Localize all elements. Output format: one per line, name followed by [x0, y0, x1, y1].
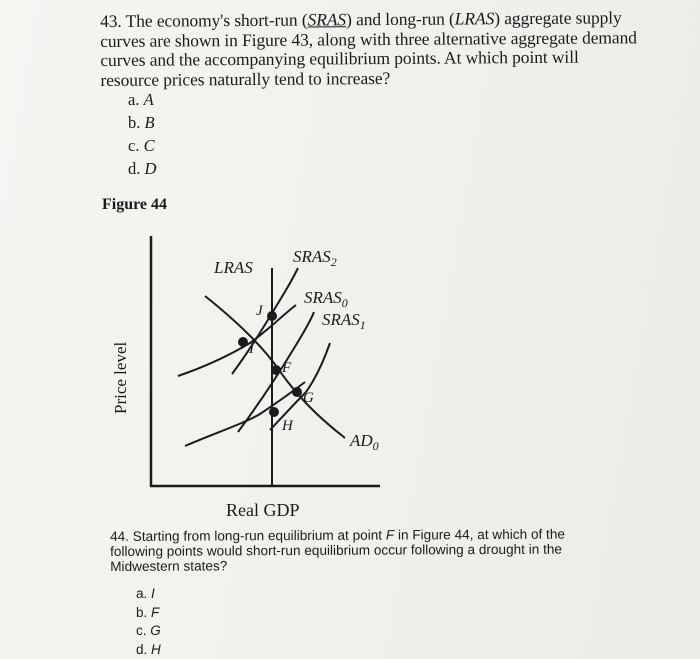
option-b: b. B: [128, 113, 155, 132]
lras-term: LRAS: [454, 8, 495, 29]
question-43-number: 43.: [99, 10, 122, 31]
sras2-label: $SRAS_2$: [293, 247, 337, 269]
question-44-options: [136, 585, 161, 659]
question-44-text: 44. Starting from long-run equilibrium at point F in Figure 44, at which of the following points would short-run equilibrium occur following a drought in the Midwestern states?: [110, 526, 565, 575]
point-g-label: G: [303, 390, 314, 406]
option-c: c. G: [136, 623, 161, 638]
option-d: d. H: [136, 641, 161, 657]
sras0-label: $SRAS_0$: [304, 288, 348, 310]
ad0-label: $AD_0$: [350, 431, 379, 453]
point-f-dot: [271, 365, 281, 375]
option-d: d. D: [128, 159, 157, 178]
sras-term: SRAS: [307, 9, 347, 30]
question-43-text: 43. The economy's short-run (SRAS) and long-run (LRAS) aggregate supply curves are shown in Figure 43, along with three alternative aggregate demand curves and the accompanying equilibrium points. At which point will resource prices naturally tend to increase?: [99, 7, 637, 90]
point-h-dot: [269, 407, 279, 417]
x-axis-label: Real GDP: [226, 500, 300, 520]
ad-upper-curve: [178, 305, 296, 376]
lras-label: LRAS: [214, 258, 253, 277]
point-j-dot: [267, 311, 277, 321]
question-44: [110, 526, 610, 574]
option-c: c. C: [128, 136, 155, 155]
option-a: a. A: [128, 90, 154, 109]
y-axis-label: Price level: [111, 341, 130, 414]
option-a: a. I: [136, 586, 155, 601]
option-b: b. F: [136, 604, 160, 620]
point-g-dot: [292, 387, 302, 397]
figure-label: Figure 44: [102, 196, 168, 213]
point-h-label: H: [282, 418, 293, 434]
point-i-dot: [238, 337, 248, 347]
sras1-label: $SRAS_1$: [322, 310, 366, 332]
ad-lower-curve: [185, 382, 305, 446]
point-i-label: I: [249, 341, 254, 357]
point-j-label: J: [256, 303, 263, 319]
point-f-label: F: [282, 360, 292, 376]
